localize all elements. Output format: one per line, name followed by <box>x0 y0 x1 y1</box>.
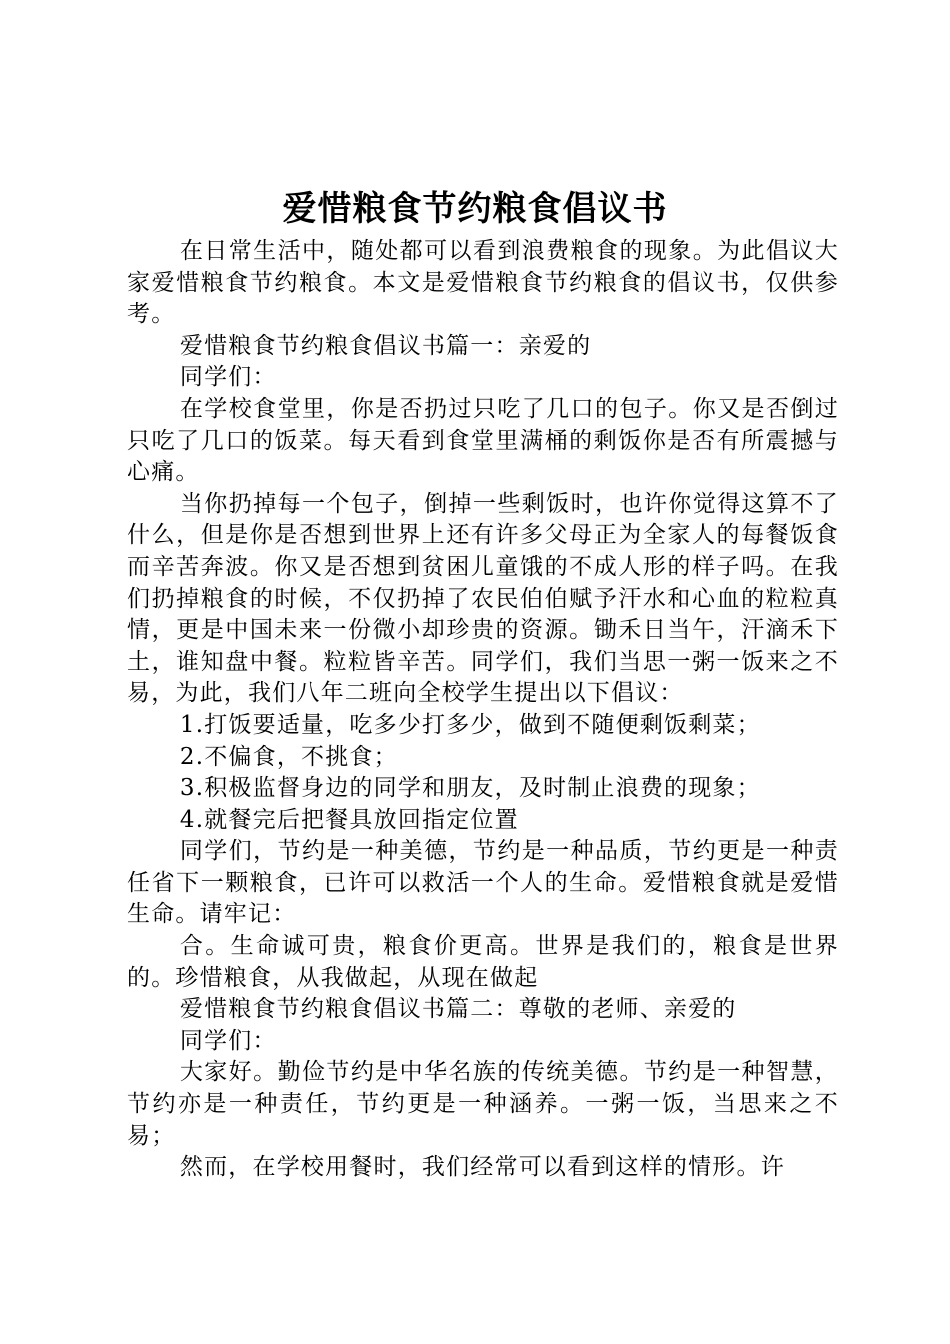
paragraph: 同学们，节约是一种美德，节约是一种品质，节约更是一种责任省下一颗粮食，已许可以救活一个人的生命。爱惜粮食就是爱惜生命。请牢记： <box>127 838 839 928</box>
paragraph: 在学校食堂里，你是否扔过只吃了几口的包子。你又是否倒过只吃了几口的饭菜。每天看到食堂里满桶的剩饭你是否有所震撼与心痛。 <box>127 395 839 486</box>
paragraph-salutation: 同学们： <box>179 364 277 391</box>
list-item: 4.就餐完后把餐具放回指定位置 <box>179 806 519 833</box>
paragraph-intro: 在日常生活中，随处都可以看到浪费粮食的现象。为此倡议大家爱惜粮食节约粮食。本文是爱惜粮食节约粮食的倡议书，仅供参考。 <box>127 238 839 328</box>
list-item: 2.不偏食，不挑食； <box>179 743 398 770</box>
paragraph-salutation: 同学们： <box>179 1027 277 1054</box>
paragraph: 大家好。勤俭节约是中华名族的传统美德。节约是一种智慧，节约亦是一种责任，节约更是一种涵养。一粥一饭，当思来之不易； <box>127 1059 839 1149</box>
list-item: 3.积极监督身边的同学和朋友，及时制止浪费的现象； <box>179 775 761 802</box>
paragraph: 然而，在学校用餐时，我们经常可以看到这样的情形。许 <box>179 1154 785 1181</box>
document-body <box>127 236 839 1184</box>
document-title: 爱惜粮食节约粮食倡议书 <box>282 189 668 229</box>
paragraph: 当你扔掉每一个包子，倒掉一些剩饭时，也许你觉得这算不了什么，但是你是否想到世界上还有许多父母正为全家人的每餐饭食而辛苦奔波。你又是否想到贫困儿童饿的不成人形的样子吗。在我们扔掉粮食的时候，不仅扔掉了农民伯伯赋予汗水和心血的粒粒真情，更是中国未来一份微小却珍贵的资源。锄禾日当午，汗滴禾下土，谁知盘中餐。粒粒皆辛苦。同学们，我们当思一粥一饭来之不易，为此，我们八年二班向全校学生提出以下倡议： <box>127 490 839 707</box>
paragraph: 合。生命诚可贵，粮食价更高。世界是我们的，粮食是世界的。珍惜粮食，从我做起，从现在做起 <box>127 933 839 991</box>
paragraph-heading-part-one: 爱惜粮食节约粮食倡议书篇一：亲爱的 <box>179 332 592 359</box>
paragraph-heading-part-two: 爱惜粮食节约粮食倡议书篇二：尊敬的老师、亲爱的 <box>179 996 737 1023</box>
list-item: 1.打饭要适量，吃多少打多少，做到不随便剩饭剩菜； <box>179 711 761 738</box>
